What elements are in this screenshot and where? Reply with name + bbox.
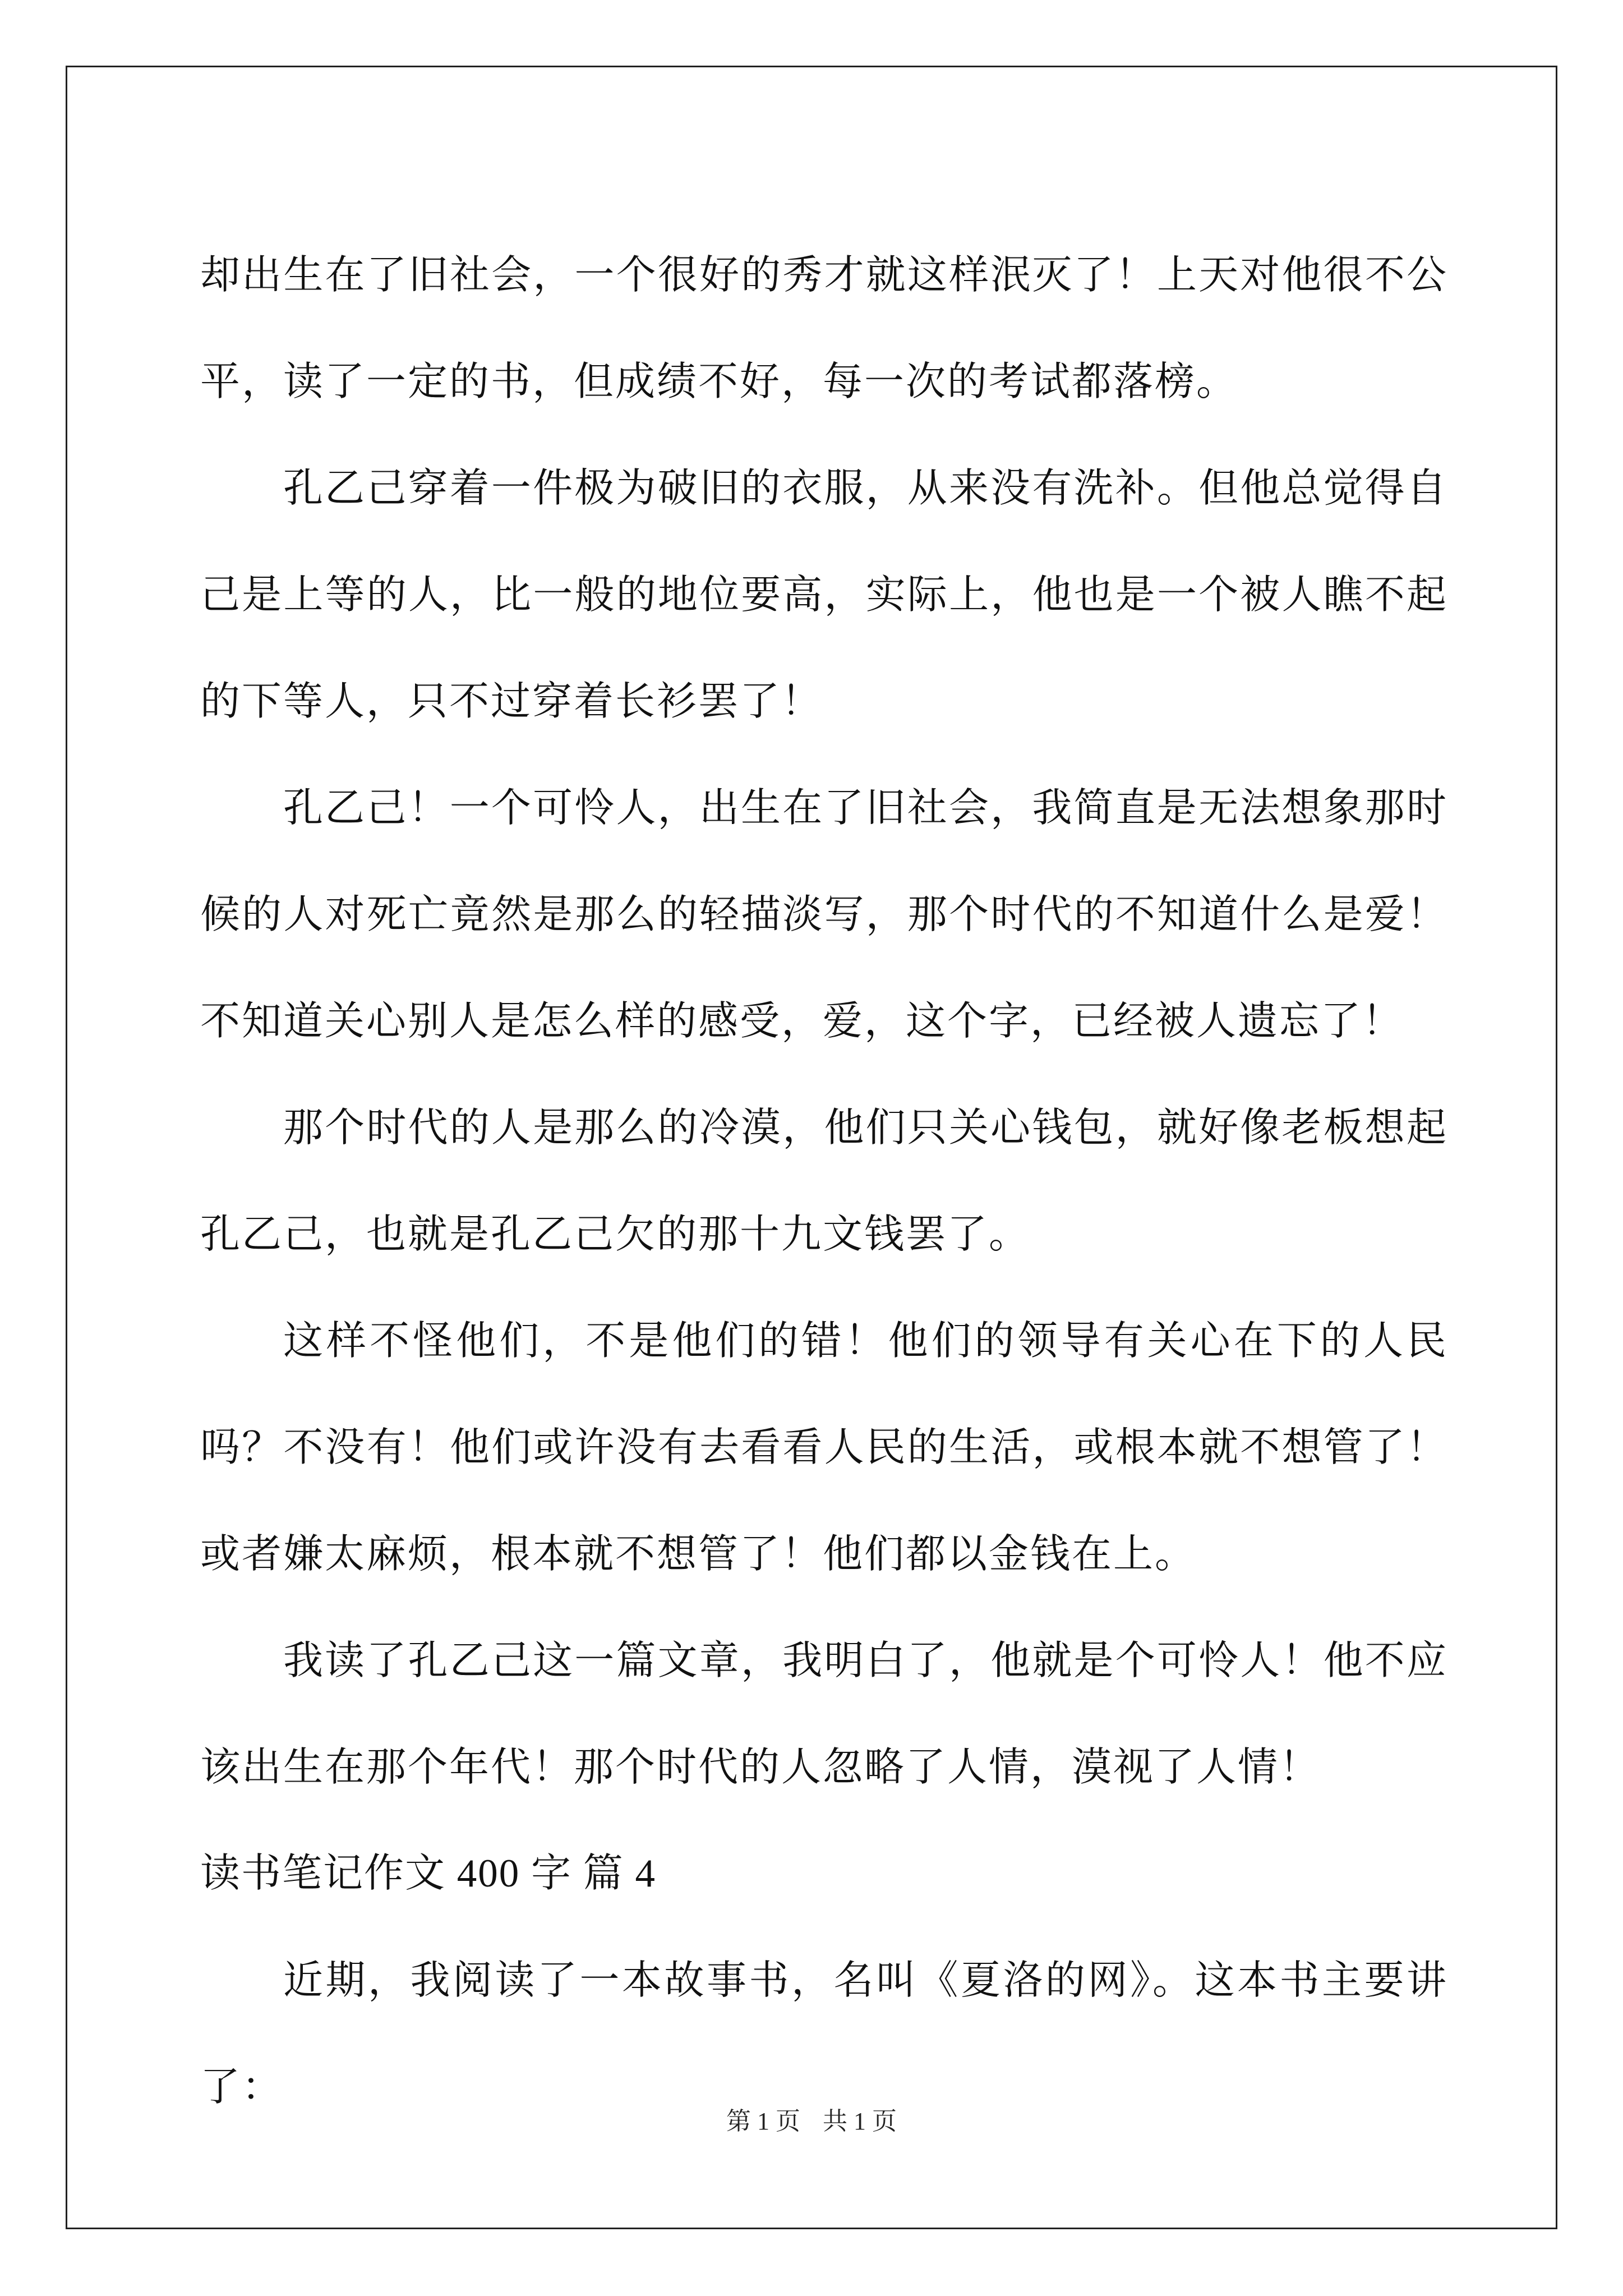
page-number-current: 第 1 页 [726,2108,800,2135]
paragraph-2: 孔乙己穿着一件极为破旧的衣服，从来没有洗补。但他总觉得自己是上等的人，比一般的地位要高，实际上，他也是一个被人瞧不起的下等人，只不过穿着长衫罢了！ [200,464,1448,724]
section-heading: 读书笔记作文 400 字 篇 4 [200,1852,657,1895]
paragraph-3: 孔乙己！一个可怜人，出生在了旧社会，我简直是无法想象那时候的人对死亡竟然是那么的轻描淡写，那个时代的不知道什么是爱！不知道关心别人是怎么样的感受，爱，这个字，已经被人遗忘了！ [200,784,1448,1044]
document-body [200,222,1448,2140]
paragraph-7: 近期，我阅读了一本故事书，名叫《夏洛的网》。这本书主要讲了： [200,1957,1448,2110]
paragraph-5: 这样不怪他们，不是他们的错！他们的领导有关心在下的人民吗？不没有！他们或许没有去看看人民的生活，或根本就不想管了！或者嫌太麻烦，根本就不想管了！他们都以金钱在上。 [200,1317,1448,1577]
page-number-total: 共 1 页 [823,2108,897,2135]
page-footer [0,2101,1623,2137]
paragraph-6: 我读了孔乙己这一篇文章，我明白了，他就是个可怜人！他不应该出生在那个年代！那个时代的人忽略了人情，漠视了人情！ [200,1637,1448,1790]
paragraph-4: 那个时代的人是那么的冷漠，他们只关心钱包，就好像老板想起孔乙己，也就是孔乙己欠的那十九文钱罢了。 [200,1104,1448,1257]
paragraph-1: 却出生在了旧社会，一个很好的秀才就这样泯灭了！上天对他很不公平，读了一定的书，但成绩不好，每一次的考试都落榜。 [200,251,1448,404]
